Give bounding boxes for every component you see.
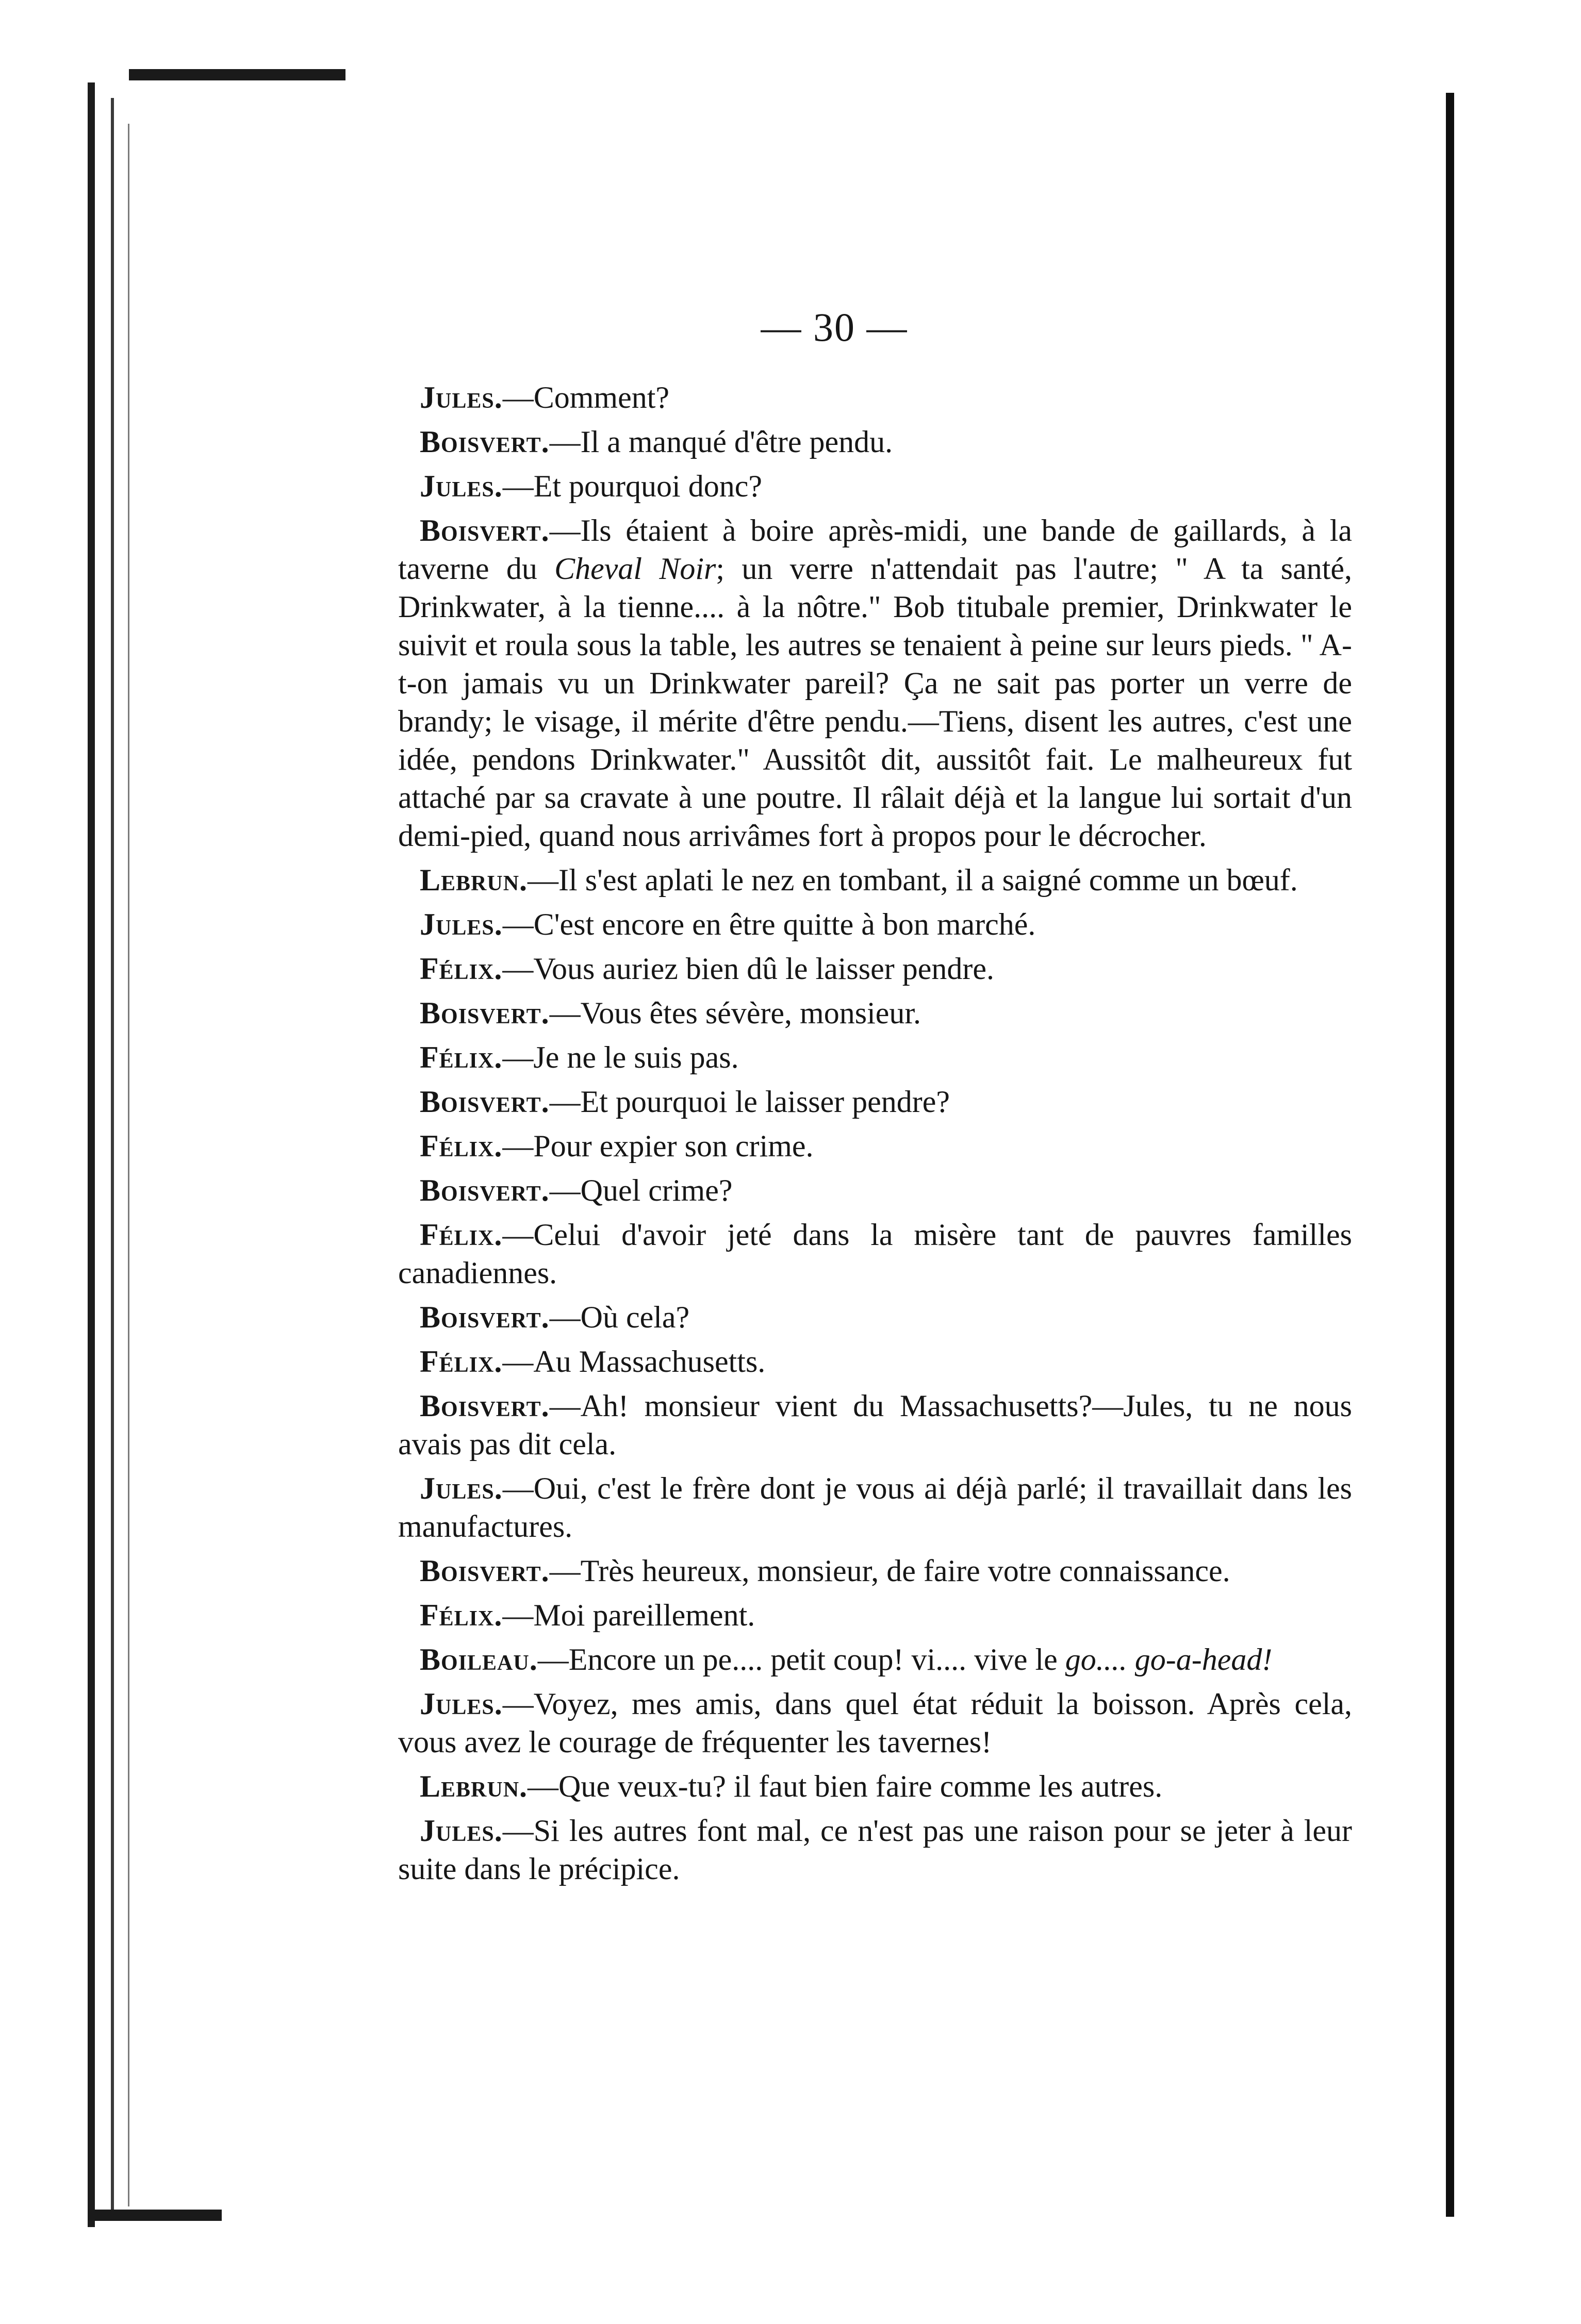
binding-line xyxy=(111,98,114,2217)
binding-edge xyxy=(77,77,129,2227)
scan-bottom-bar xyxy=(88,2210,222,2221)
speaker-name: Boisvert. xyxy=(420,996,550,1030)
speech-text: —Très heureux, monsieur, de faire votre connaissance. xyxy=(549,1554,1230,1588)
speech-text: —Si les autres font mal, ce n'est pas une raison pour se jeter à leur suite dans le précipice. xyxy=(398,1814,1352,1886)
speaker-name: Boisvert. xyxy=(420,1085,550,1119)
speaker-name: Boisvert. xyxy=(420,513,550,547)
speech-text: —Et pourquoi donc? xyxy=(502,469,762,503)
speaker-name: Boileau. xyxy=(420,1642,538,1676)
speech-text: —Vous êtes sévère, monsieur. xyxy=(549,996,921,1030)
dialogue-paragraph xyxy=(398,423,1352,461)
dialogue-paragraph xyxy=(398,467,1352,505)
speech-text: —C'est encore en être quitte à bon marché. xyxy=(502,907,1036,941)
dialogue-paragraph xyxy=(398,1596,1352,1634)
speech-text: —Que veux-tu? il faut bien faire comme les autres. xyxy=(528,1769,1163,1803)
speech-text: —Il a manqué d'être pendu. xyxy=(549,425,893,459)
dialogue-paragraph xyxy=(398,1342,1352,1381)
speaker-name: Félix. xyxy=(420,1598,503,1632)
speech-text: —Ah! monsieur vient du Massachusetts?—Jules, tu ne nous avais pas dit cela. xyxy=(398,1389,1352,1461)
italic-text: go.... go-a-head! xyxy=(1065,1642,1273,1676)
dialogue-paragraph xyxy=(398,905,1352,943)
speaker-name: Jules. xyxy=(420,469,503,503)
dialogue-paragraph xyxy=(398,378,1352,417)
scan-top-bar xyxy=(129,69,345,80)
dialogue-paragraph xyxy=(398,994,1352,1032)
dialogue-paragraph xyxy=(398,1083,1352,1121)
dialogue-paragraph xyxy=(398,861,1352,899)
speaker-name: Félix. xyxy=(420,1344,503,1379)
speaker-name: Félix. xyxy=(420,1040,503,1074)
speaker-name: Boisvert. xyxy=(420,1554,550,1588)
speaker-name: Jules. xyxy=(420,1471,503,1505)
dialogue-paragraph xyxy=(398,1552,1352,1590)
dialogue-paragraph xyxy=(398,1812,1352,1888)
speech-text: —Vous auriez bien dû le laisser pendre. xyxy=(502,952,994,986)
speaker-name: Jules. xyxy=(420,1814,503,1848)
dialogue-paragraph xyxy=(398,1767,1352,1805)
dialogue-paragraph xyxy=(398,1127,1352,1165)
dialogue-paragraph xyxy=(398,1640,1352,1679)
speech-text: —Celui d'avoir jeté dans la misère tant de pauvres familles canadiennes. xyxy=(398,1218,1352,1290)
dialogue-paragraph xyxy=(398,1298,1352,1336)
dialogue-paragraph xyxy=(398,950,1352,988)
dialogue-paragraph xyxy=(398,1038,1352,1076)
speaker-name: Félix. xyxy=(420,1218,503,1252)
speaker-name: Boisvert. xyxy=(420,1300,550,1334)
binding-line xyxy=(128,124,129,2206)
binding-shadow xyxy=(88,82,95,2227)
speaker-name: Boisvert. xyxy=(420,1389,550,1423)
speech-text: —Comment? xyxy=(502,380,670,414)
speech-text: —Ils étaient à boire après-midi, une bande de gaillards, à la taverne du xyxy=(398,513,1352,586)
speaker-name: Jules. xyxy=(420,380,503,414)
speaker-name: Lebrun. xyxy=(420,1769,528,1803)
dialogue-paragraph xyxy=(398,1469,1352,1546)
speech-text: —Il s'est aplati le nez en tombant, il a saigné comme un bœuf. xyxy=(528,863,1298,897)
speech-text: —Oui, c'est le frère dont je vous ai déjà parlé; il travaillait dans les manufactures. xyxy=(398,1471,1352,1543)
speech-text: ; un verre n'attendait pas l'autre; " A ta santé, Drinkwater, à la tienne.... à la nôtre." Bob titubale premier, Drinkwater le suivit et roula sous la table, les autres se tenaient à peine sur leurs pieds. " A-t-on jamais vu un Drinkwater pareil? Ça ne sait pas porter un verre de brandy; le visage, il mérite d'être pendu.—Tiens, disent les autres, c'est une idée, pendons Drinkwater." Aussitôt dit, aussitôt fait. Le malheureux fut attaché par sa cravate à une poutre. Il râlait déjà et la langue lui sortait d'un demi-pied, quand nous arrivâmes fort à propos pour le décrocher. xyxy=(398,552,1352,853)
page-number-text: — 30 — xyxy=(761,305,908,350)
dialogue-paragraph xyxy=(398,1685,1352,1761)
speech-text: —Où cela? xyxy=(549,1300,690,1334)
speech-text: —Quel crime? xyxy=(549,1173,733,1207)
dialogue-paragraph xyxy=(398,1387,1352,1463)
dialogue-paragraph xyxy=(398,511,1352,855)
speech-text: —Et pourquoi le laisser pendre? xyxy=(549,1085,950,1119)
speaker-name: Jules. xyxy=(420,907,503,941)
speaker-name: Jules. xyxy=(420,1687,503,1721)
speech-text: —Pour expier son crime. xyxy=(502,1129,814,1163)
speaker-name: Félix. xyxy=(420,1129,503,1163)
italic-text: Cheval Noir xyxy=(554,552,716,586)
dialogue-paragraph xyxy=(398,1216,1352,1292)
dialogue-paragraph xyxy=(398,1171,1352,1209)
speaker-name: Boisvert. xyxy=(420,425,550,459)
speaker-name: Félix. xyxy=(420,952,503,986)
speech-text: —Encore un pe.... petit coup! vi.... vive le xyxy=(537,1642,1065,1676)
speaker-name: Boisvert. xyxy=(420,1173,550,1207)
speech-text: —Moi pareillement. xyxy=(502,1598,755,1632)
speech-text: —Voyez, mes amis, dans quel état réduit la boisson. Après cela, vous avez le courage de fréquenter les tavernes! xyxy=(398,1687,1352,1759)
page-number xyxy=(0,304,1581,351)
speaker-name: Lebrun. xyxy=(420,863,528,897)
speech-text: —Au Massachusetts. xyxy=(502,1344,766,1379)
dialogue-text xyxy=(398,378,1352,1894)
scan-right-edge xyxy=(1446,93,1454,2217)
speech-text: —Je ne le suis pas. xyxy=(502,1040,739,1074)
